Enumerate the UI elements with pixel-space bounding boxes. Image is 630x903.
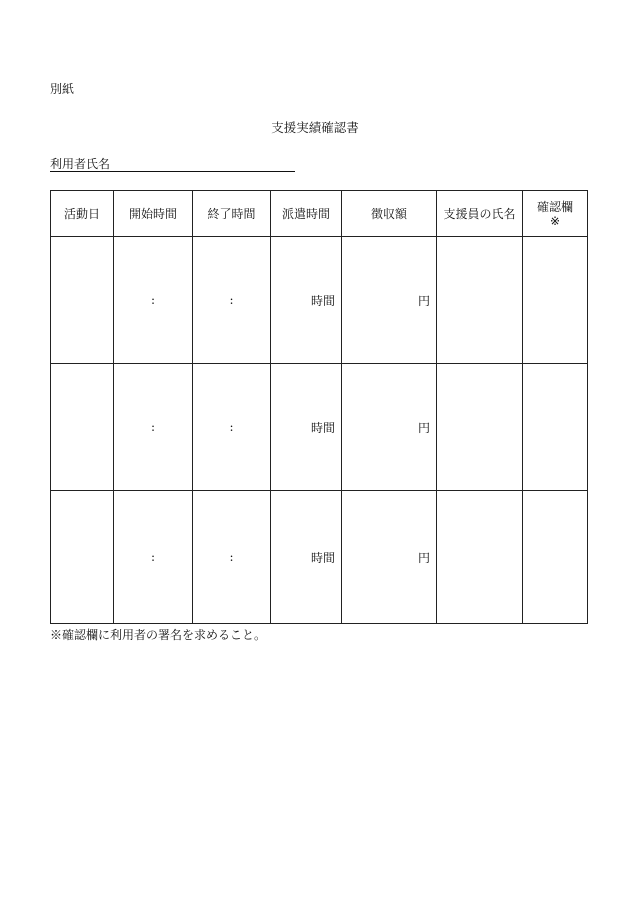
cell-date[interactable]	[51, 364, 114, 491]
footnote: ※確認欄に利用者の署名を求めること。	[50, 628, 267, 642]
cell-staff-name[interactable]	[437, 237, 523, 364]
cell-dispatch-hours[interactable]: 時間	[271, 364, 342, 491]
cell-start-time[interactable]: :	[114, 491, 193, 624]
cell-end-time[interactable]: :	[193, 491, 271, 624]
annex-label: 別紙	[50, 82, 75, 96]
cell-fee[interactable]: 円	[342, 237, 437, 364]
cell-confirmation[interactable]	[523, 491, 588, 624]
table-row	[51, 364, 588, 491]
cell-start-time[interactable]: :	[114, 237, 193, 364]
cell-confirmation[interactable]	[523, 237, 588, 364]
cell-fee[interactable]: 円	[342, 491, 437, 624]
header-dispatch-hours: 派遣時間	[271, 191, 342, 237]
header-confirmation	[523, 191, 588, 237]
header-start-time: 開始時間	[114, 191, 193, 237]
header-end-time: 終了時間	[193, 191, 271, 237]
cell-end-time[interactable]: :	[193, 237, 271, 364]
table-row	[51, 491, 588, 624]
cell-date[interactable]	[51, 237, 114, 364]
table-header-row	[51, 191, 588, 237]
document-title: 支援実績確認書	[271, 120, 359, 135]
cell-fee[interactable]: 円	[342, 364, 437, 491]
cell-confirmation[interactable]	[523, 364, 588, 491]
user-name-label: 利用者氏名	[50, 157, 111, 171]
cell-staff-name[interactable]	[437, 491, 523, 624]
header-date: 活動日	[51, 191, 114, 237]
cell-staff-name[interactable]	[437, 364, 523, 491]
header-fee: 徴収額	[342, 191, 437, 237]
cell-start-time[interactable]: :	[114, 364, 193, 491]
cell-end-time[interactable]: :	[193, 364, 271, 491]
header-staff-name: 支援員の氏名	[437, 191, 523, 237]
cell-dispatch-hours[interactable]: 時間	[271, 491, 342, 624]
header-confirmation-label: 確認欄	[536, 199, 573, 214]
record-table	[50, 190, 588, 624]
header-confirmation-mark: ※	[549, 213, 561, 228]
cell-date[interactable]	[51, 491, 114, 624]
cell-dispatch-hours[interactable]: 時間	[271, 237, 342, 364]
user-name-field[interactable]	[50, 155, 295, 172]
table-row	[51, 237, 588, 364]
